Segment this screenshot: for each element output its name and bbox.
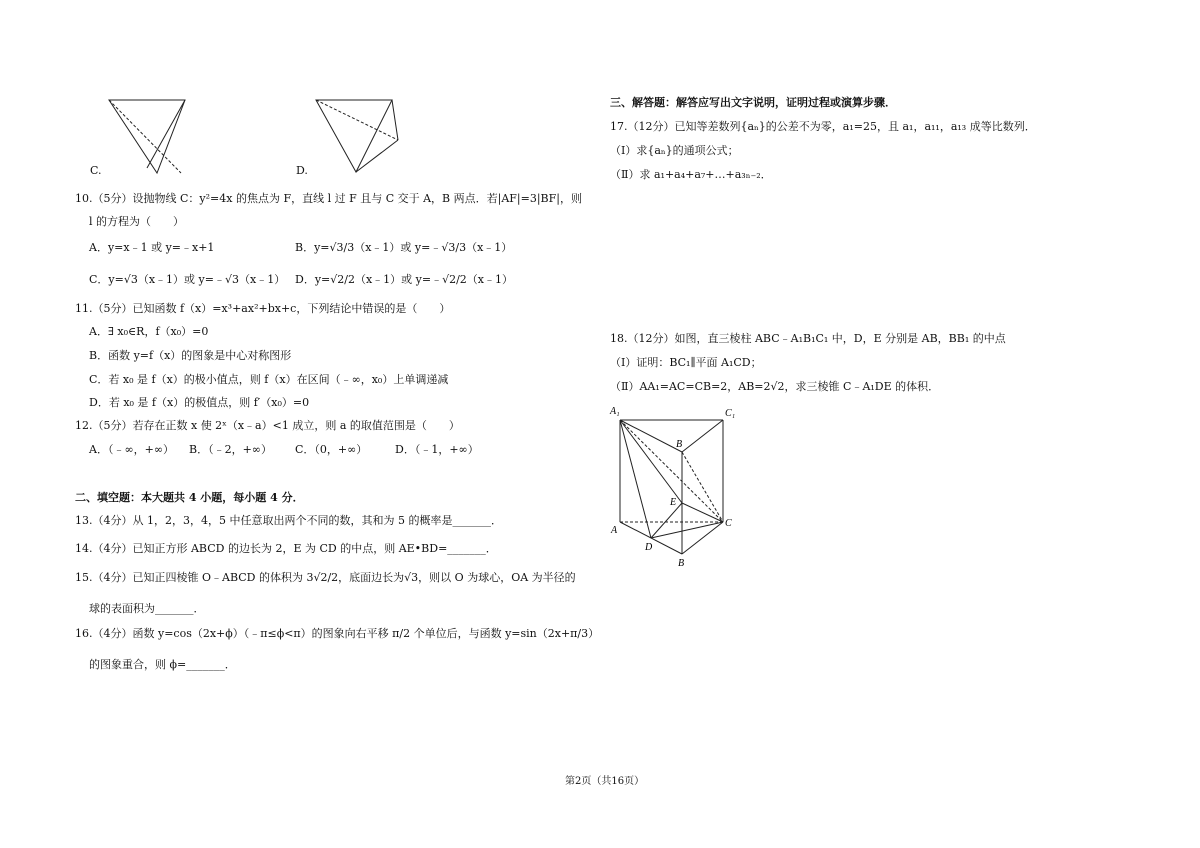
q18-stem: 18.（12分）如图，直三棱柱 ABC﹣A₁B₁C₁ 中，D，E 分别是 AB，BB₁ 的中点 (610, 332, 1006, 345)
q17-part-ii: （Ⅱ）求 a₁+a₄+a₇+…+a₃ₙ₋₂． (610, 168, 772, 181)
section-2-heading: 二、填空题：本大题共 4 小题，每小题 4 分． (75, 491, 304, 504)
q12-stem: 12.（5分）若存在正数 x 使 2ˣ（x﹣a）<1 成立，则 a 的取值范围是（ ） (75, 419, 460, 432)
q10-stem-line2: l 的方程为（ ） (89, 215, 185, 228)
label-c: C (725, 518, 732, 529)
q15-line2: 球的表面积为_______． (89, 602, 205, 615)
q17-stem: 17.（12分）已知等差数列{aₙ}的公差不为零，a₁=25，且 a₁，a₁₁，a₁₃ 成等比数列． (610, 120, 1036, 133)
q16-line1: 16.（4分）函数 y=cos（2x+ϕ）（﹣π≤ϕ<π）的图象向右平移 π/2 个单位后，与函数 y=sin（2x+π/3） (75, 627, 600, 640)
q12-option-b: B．（﹣2，+∞） (189, 443, 272, 456)
q18-part-i: （Ⅰ）证明：BC₁∥平面 A₁CD； (610, 356, 762, 369)
q12-option-a: A．（﹣∞，+∞） (89, 443, 174, 456)
figure-c (103, 96, 193, 176)
q10-option-b: B．y=√3/3（x﹣1）或 y=﹣√3/3（x﹣1） (295, 241, 513, 254)
label-a1: A₁ (610, 406, 620, 417)
label-b: B (678, 558, 685, 569)
label-c1: C₁ (725, 408, 736, 419)
q14: 14.（4分）已知正方形 ABCD 的边长为 2，E 为 CD 的中点，则 AE•BD=_______． (75, 542, 497, 555)
q11-stem: 11.（5分）已知函数 f（x）=x³+ax²+bx+c，下列结论中错误的是（ ） (75, 302, 451, 315)
label-a: A (611, 525, 618, 536)
q13: 13.（4分）从 1，2，3，4，5 中任意取出两个不同的数，其和为 5 的概率是_______． (75, 514, 502, 527)
figure-d-label: D. (296, 164, 308, 177)
q12-option-c: C．（0，+∞） (295, 443, 368, 456)
q11-option-d: D．若 x₀ 是 f（x）的极值点，则 f′（x₀）=0 (89, 396, 310, 409)
q17-part-i: （Ⅰ）求{aₙ}的通项公式； (610, 144, 739, 157)
label-b1: B (676, 439, 683, 450)
q11-option-a: A．∃ x₀∈R，f（x₀）=0 (89, 325, 209, 338)
page-footer: 第2页（共16页） (565, 776, 645, 787)
figure-d (310, 96, 410, 176)
q12-option-d: D．（﹣1，+∞） (395, 443, 479, 456)
q15-line1: 15.（4分）已知正四棱锥 O﹣ABCD 的体积为 3√2/2，底面边长为√3，则以 O 为球心，OA 为半径的 (75, 571, 576, 584)
q10-option-c: C．y=√3（x﹣1）或 y=﹣√3（x﹣1） (89, 273, 286, 286)
q16-line2: 的图象重合，则 ϕ=_______． (89, 658, 236, 671)
label-d: D (645, 542, 653, 553)
q10-stem-line1: 10.（5分）设抛物线 C：y²=4x 的焦点为 F，直线 l 过 F 且与 C 交于 A，B 两点．若|AF|=3|BF|，则 (75, 192, 582, 205)
q18-part-ii: （Ⅱ）AA₁=AC=CB=2，AB=2√2，求三棱锥 C﹣A₁DE 的体积． (610, 380, 940, 393)
prism-figure (608, 402, 748, 572)
section-3-heading: 三、解答题：解答应写出文字说明，证明过程或演算步骤． (610, 96, 896, 109)
figure-c-label: C. (90, 164, 102, 177)
q11-option-c: C．若 x₀ 是 f（x）的极小值点，则 f（x）在区间（﹣∞，x₀）上单调递减 (89, 373, 449, 386)
label-e: E (670, 497, 677, 508)
q10-option-a: A．y=x﹣1 或 y=﹣x+1 (89, 241, 215, 254)
q10-option-d: D．y=√2/2（x﹣1）或 y=﹣√2/2（x﹣1） (295, 273, 514, 286)
q11-option-b: B．函数 y=f（x）的图象是中心对称图形 (89, 349, 292, 362)
